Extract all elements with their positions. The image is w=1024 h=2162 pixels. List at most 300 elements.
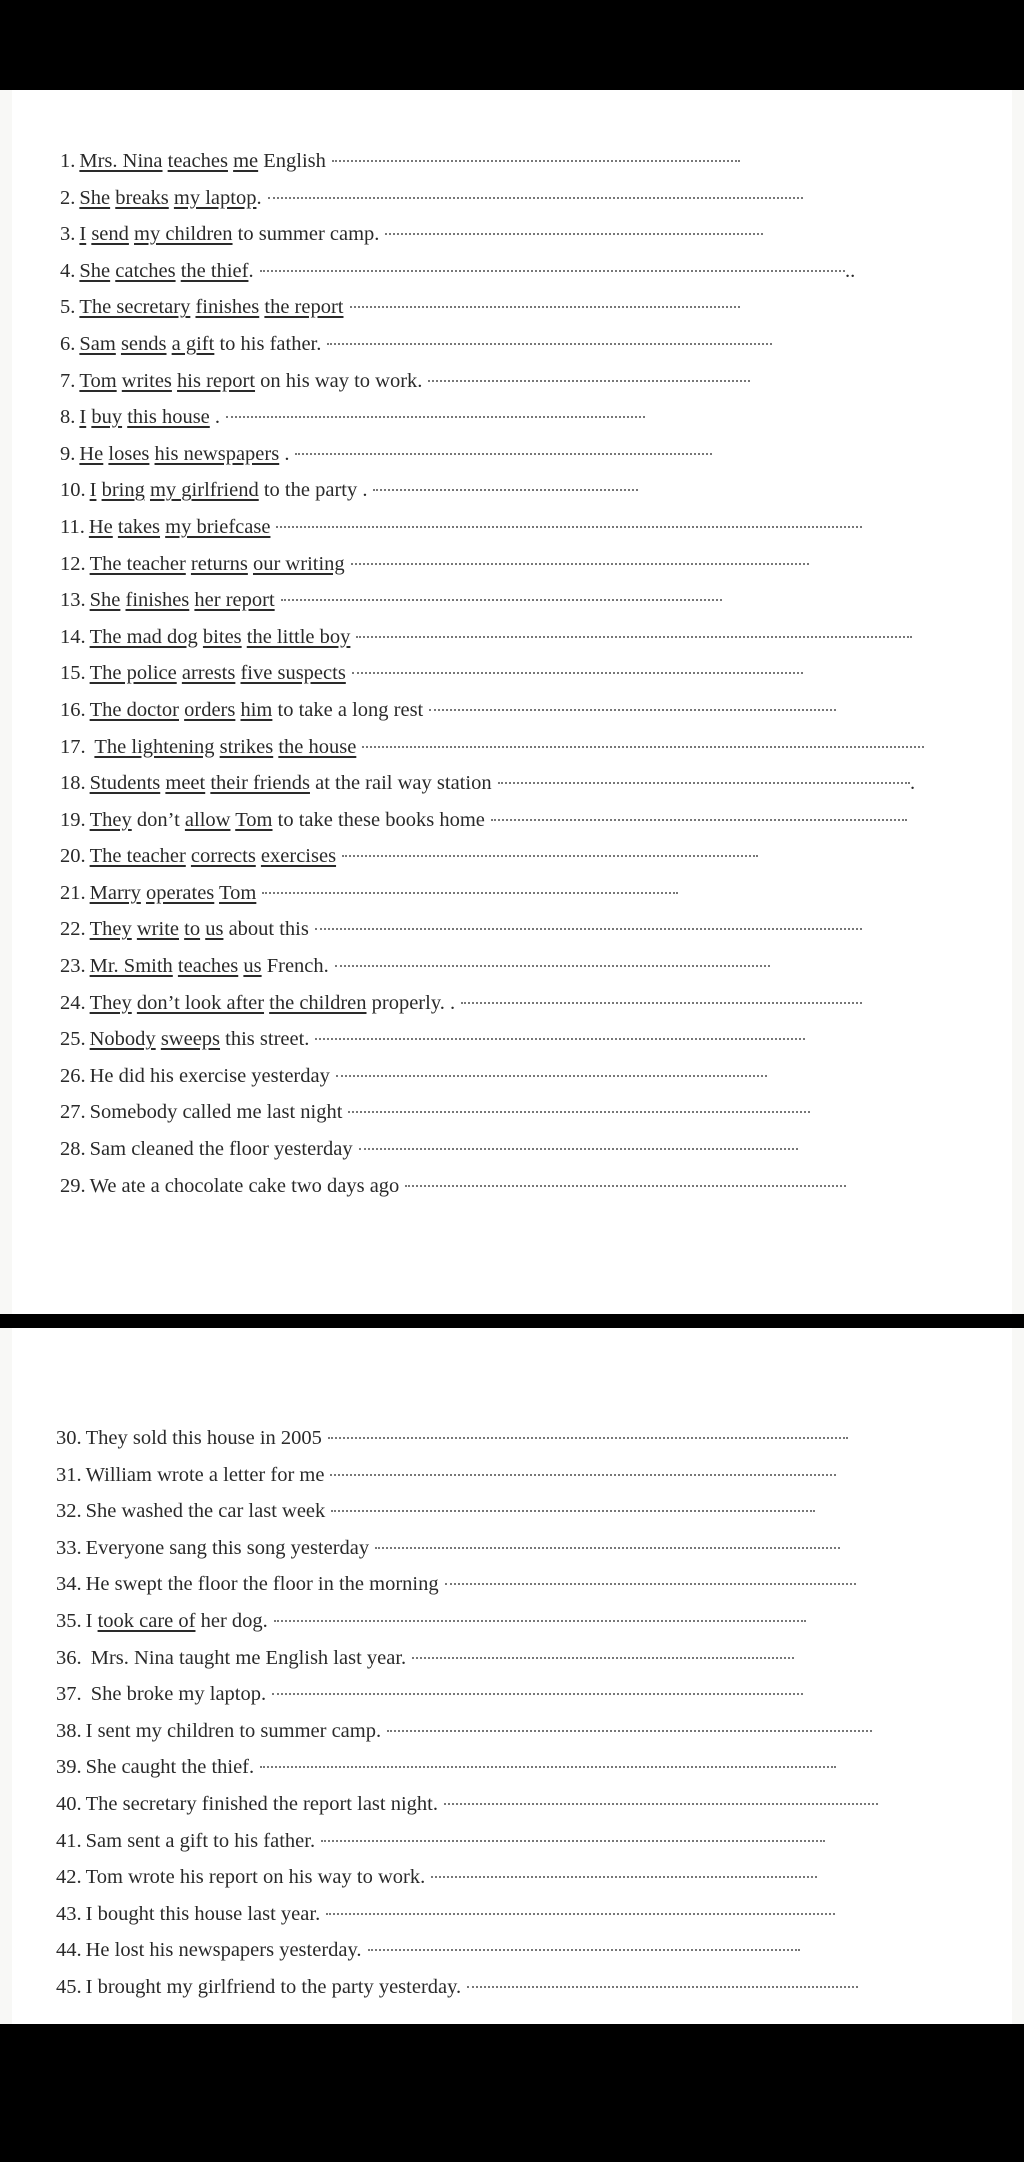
underlined-phrase: five suspects	[240, 662, 346, 685]
item-number: 31.	[56, 1463, 82, 1486]
answer-blank[interactable]	[350, 306, 741, 308]
underlined-phrase: The teacher	[89, 845, 186, 868]
exercise-item	[12, 1676, 1012, 1713]
underlined-phrase: write	[136, 918, 179, 941]
underlined-phrase: my children	[134, 223, 233, 246]
underlined-phrase: Mr. Smith	[89, 955, 173, 978]
underlined-phrase: Students	[89, 772, 161, 795]
sentence-text: to summer camp.	[232, 223, 380, 246]
underlined-phrase: Nobody	[89, 1028, 156, 1051]
exercise-item	[12, 729, 1012, 766]
exercise-item	[12, 399, 1012, 436]
exercise-item	[12, 1420, 1012, 1457]
sentence-text: Mrs. Nina taught me English last year.	[85, 1646, 407, 1669]
sentence-text: at the rail way station	[309, 772, 492, 795]
sentence-text: I brought my girlfriend to the party yesterday.	[85, 1975, 462, 1998]
item-number: 21.	[60, 881, 86, 904]
sentence-text: English	[258, 150, 326, 172]
underlined-phrase: orders	[184, 698, 236, 721]
sentence-text: She broke my laptop.	[85, 1683, 267, 1706]
underlined-phrase: They	[89, 918, 132, 941]
exercise-item	[12, 289, 1012, 326]
underlined-phrase: buy	[91, 406, 123, 429]
sentence	[90, 1138, 353, 1160]
answer-blank[interactable]	[368, 1949, 800, 1951]
item-number: 32.	[56, 1500, 82, 1523]
answer-blank[interactable]	[262, 892, 678, 894]
answer-blank[interactable]	[281, 599, 722, 601]
sentence	[86, 1720, 381, 1742]
underlined-phrase: takes	[117, 515, 161, 538]
sentence-text: about this	[223, 918, 309, 941]
underlined-phrase: catches	[115, 259, 176, 282]
sentence-text: I	[85, 1609, 98, 1632]
sentence	[90, 809, 485, 831]
sentence	[90, 1028, 310, 1050]
item-number: 17.	[60, 735, 86, 758]
exercise-list-page-2	[12, 1328, 1012, 2024]
sentence-text: He did his exercise yesterday	[89, 1064, 330, 1087]
underlined-phrase: to	[184, 918, 201, 941]
worksheet-page-1	[0, 90, 1024, 1314]
exercise-list-page-1	[12, 90, 1012, 1314]
answer-blank[interactable]	[405, 1185, 846, 1187]
sentence-text: We ate a chocolate cake two days ago	[89, 1174, 400, 1197]
underlined-phrase: him	[240, 698, 273, 721]
sentence	[79, 150, 326, 172]
underlined-phrase: my briefcase	[165, 515, 271, 538]
sentence	[90, 699, 424, 721]
exercise-item	[12, 838, 1012, 875]
item-number: 13.	[60, 589, 86, 612]
exercise-item	[12, 1749, 1012, 1786]
item-number: 7.	[60, 369, 76, 392]
underlined-phrase: strikes	[219, 735, 274, 758]
sentence-text: French.	[261, 955, 329, 978]
item-number: 8.	[60, 406, 76, 429]
exercise-item	[12, 765, 1012, 802]
answer-blank[interactable]	[373, 489, 638, 491]
underlined-phrase: The police	[89, 662, 177, 685]
item-number: 35.	[56, 1609, 82, 1632]
item-number: 29.	[60, 1174, 86, 1197]
answer-blank[interactable]	[362, 746, 924, 748]
answer-blank[interactable]	[445, 1583, 856, 1585]
underlined-phrase: I	[79, 406, 87, 429]
answer-blank[interactable]	[327, 343, 772, 345]
exercise-item	[12, 1457, 1012, 1494]
underlined-phrase: her report	[194, 589, 275, 612]
item-number: 4.	[60, 259, 76, 282]
answer-blank[interactable]	[356, 636, 912, 638]
underlined-phrase: She	[79, 259, 111, 282]
exercise-item	[12, 1094, 1012, 1131]
underlined-phrase: this house	[127, 406, 210, 429]
answer-blank[interactable]	[226, 416, 645, 418]
underlined-phrase: us	[243, 955, 262, 978]
underlined-phrase: us	[205, 918, 224, 941]
item-number: 14.	[60, 625, 86, 648]
answer-blank[interactable]	[315, 928, 862, 930]
item-number: 20.	[60, 845, 86, 868]
sentence-text: Sam cleaned the floor yesterday	[89, 1138, 353, 1161]
underlined-phrase: allow	[184, 808, 231, 831]
item-number: 43.	[56, 1902, 82, 1925]
answer-blank[interactable]	[274, 1620, 806, 1622]
sentence	[90, 992, 456, 1014]
trailing-mark: ..	[845, 259, 856, 282]
sentence-text: I bought this house last year.	[85, 1902, 321, 1925]
underlined-phrase: They	[89, 808, 132, 831]
underlined-phrase: finishes	[195, 296, 260, 319]
sentence	[79, 443, 289, 465]
item-number: 6.	[60, 332, 76, 355]
answer-blank[interactable]	[491, 819, 907, 821]
sentence	[86, 1976, 462, 1998]
sentence-text: Tom wrote his report on his way to work.	[85, 1866, 426, 1889]
underlined-phrase: Sam	[79, 332, 116, 355]
answer-blank[interactable]	[431, 1876, 817, 1878]
sentence-text: don’t	[131, 808, 185, 831]
underlined-phrase: The mad dog	[89, 625, 198, 648]
underlined-phrase: Marry	[89, 881, 141, 904]
sentence	[79, 406, 220, 428]
sentence-text: to the party .	[258, 479, 368, 502]
sentence-text: Sam sent a gift to his father.	[85, 1829, 316, 1852]
answer-blank[interactable]	[444, 1803, 878, 1805]
sentence-text: her dog.	[195, 1609, 268, 1632]
exercise-item	[12, 875, 1012, 912]
answer-blank[interactable]	[295, 453, 712, 455]
underlined-phrase: operates	[145, 881, 215, 904]
sentence-text: She washed the car last week	[85, 1500, 326, 1523]
underlined-phrase: his newspapers	[154, 442, 280, 465]
underlined-phrase: took care of	[97, 1609, 196, 1632]
answer-blank[interactable]	[385, 233, 763, 235]
sentence	[86, 1427, 322, 1449]
item-number: 45.	[56, 1975, 82, 1998]
sentence	[90, 589, 275, 611]
answer-blank[interactable]	[428, 380, 750, 382]
underlined-phrase: The lightening	[94, 735, 215, 758]
item-number: 18.	[60, 772, 86, 795]
sentence	[90, 479, 368, 501]
answer-blank[interactable]	[498, 782, 910, 784]
sentence-text: on his way to work.	[255, 369, 423, 392]
item-number: 27.	[60, 1101, 86, 1124]
item-number: 5.	[60, 296, 76, 319]
underlined-phrase: exercises	[260, 845, 337, 868]
answer-blank[interactable]	[351, 563, 809, 565]
sentence-text: I sent my children to summer camp.	[85, 1719, 382, 1742]
underlined-phrase: He	[88, 515, 113, 538]
exercise-item	[12, 1168, 1012, 1205]
sentence	[86, 1683, 267, 1705]
sentence	[79, 333, 321, 355]
answer-blank[interactable]	[412, 1657, 794, 1659]
sentence	[79, 187, 261, 209]
underlined-phrase: writes	[121, 369, 172, 392]
sentence	[86, 1903, 321, 1925]
exercise-item	[12, 1896, 1012, 1933]
sentence	[90, 662, 346, 684]
answer-blank[interactable]	[276, 526, 862, 528]
exercise-item	[12, 948, 1012, 985]
sentence	[86, 1610, 268, 1632]
answer-blank[interactable]	[315, 1038, 805, 1040]
sentence	[90, 845, 336, 867]
item-number: 44.	[56, 1939, 82, 1962]
underlined-phrase: loses	[108, 442, 150, 465]
underlined-phrase: She	[79, 186, 111, 209]
item-number: 33.	[56, 1536, 82, 1559]
exercise-item	[12, 911, 1012, 948]
item-number: 24.	[60, 991, 86, 1014]
exercise-item	[12, 509, 1012, 546]
item-number: 16.	[60, 698, 86, 721]
sentence-text: They sold this house in 2005	[85, 1427, 322, 1449]
sentence	[90, 736, 357, 758]
exercise-item	[12, 216, 1012, 253]
underlined-phrase: Mrs. Nina	[79, 150, 163, 172]
item-number: 12.	[60, 552, 86, 575]
answer-blank[interactable]	[336, 1075, 767, 1077]
underlined-phrase: the thief	[180, 259, 249, 282]
exercise-item	[12, 363, 1012, 400]
item-number: 23.	[60, 955, 86, 978]
answer-blank[interactable]	[260, 270, 845, 272]
answer-blank[interactable]	[387, 1730, 872, 1732]
sentence	[79, 296, 343, 318]
answer-blank[interactable]	[328, 1437, 848, 1439]
exercise-item	[12, 1932, 1012, 1969]
item-number: 19.	[60, 808, 86, 831]
sentence	[89, 516, 271, 538]
item-number: 40.	[56, 1792, 82, 1815]
underlined-phrase: me	[233, 150, 259, 172]
exercise-item	[12, 1823, 1012, 1860]
item-number: 25.	[60, 1028, 86, 1051]
sentence	[90, 553, 345, 575]
sentence-text: The secretary finished the report last night.	[85, 1792, 438, 1815]
sentence	[86, 1537, 370, 1559]
answer-blank[interactable]	[359, 1148, 798, 1150]
answer-blank[interactable]	[461, 1002, 862, 1004]
underlined-phrase: teaches	[167, 150, 228, 172]
exercise-item	[12, 1131, 1012, 1168]
sentence	[79, 223, 379, 245]
answer-blank[interactable]	[352, 672, 803, 674]
exercise-item	[12, 1640, 1012, 1677]
underlined-phrase: corrects	[190, 845, 256, 868]
sentence	[90, 772, 492, 794]
underlined-phrase: She	[89, 589, 121, 612]
underlined-phrase: teaches	[177, 955, 239, 978]
answer-blank[interactable]	[330, 1474, 836, 1476]
underlined-phrase: The doctor	[89, 698, 179, 721]
exercise-item	[12, 1493, 1012, 1530]
answer-blank[interactable]	[260, 1766, 836, 1768]
answer-blank[interactable]	[332, 160, 740, 162]
sentence	[90, 1175, 400, 1197]
sentence-text: to take a long rest	[272, 698, 424, 721]
exercise-item	[12, 802, 1012, 839]
sentence-text: He lost his newspapers yesterday.	[85, 1939, 362, 1962]
item-number: 30.	[56, 1427, 82, 1449]
item-number: 42.	[56, 1866, 82, 1889]
underlined-phrase: the children	[269, 991, 367, 1014]
underlined-phrase: our writing	[252, 552, 345, 575]
underlined-phrase: Tom	[219, 881, 257, 904]
answer-blank[interactable]	[331, 1510, 815, 1512]
exercise-item	[12, 1713, 1012, 1750]
answer-blank[interactable]	[375, 1547, 840, 1549]
answer-blank[interactable]	[268, 197, 803, 199]
exercise-item	[12, 1786, 1012, 1823]
exercise-item	[12, 472, 1012, 509]
underlined-phrase: arrests	[181, 662, 236, 685]
item-number: 38.	[56, 1719, 82, 1742]
sentence-text: .	[279, 442, 290, 465]
sentence-text: William wrote a letter for me	[85, 1463, 325, 1486]
underlined-phrase: his report	[177, 369, 256, 392]
sentence	[79, 260, 253, 282]
underlined-phrase: I	[89, 479, 97, 502]
item-number: 3.	[60, 223, 76, 246]
sentence-text: to his father.	[214, 332, 322, 355]
exercise-item	[12, 619, 1012, 656]
sentence-text: properly. .	[366, 991, 456, 1014]
underlined-phrase: breaks	[115, 186, 169, 209]
underlined-phrase: bring	[101, 479, 145, 502]
sentence-text: She caught the thief.	[85, 1756, 255, 1779]
sentence	[86, 1500, 326, 1522]
sentence	[86, 1939, 362, 1961]
item-number: 15.	[60, 662, 86, 685]
underlined-phrase: sweeps	[160, 1028, 221, 1051]
item-number: 11.	[60, 515, 85, 538]
item-number: 22.	[60, 918, 86, 941]
underlined-phrase: their friends	[210, 772, 310, 795]
answer-blank[interactable]	[429, 709, 836, 711]
underlined-phrase: the report	[264, 296, 344, 319]
item-number: 26.	[60, 1064, 86, 1087]
sentence-text: this street.	[220, 1028, 310, 1051]
underlined-phrase: finishes	[125, 589, 190, 612]
sentence-text: to take these books home	[272, 808, 485, 831]
underlined-phrase: Tom	[79, 369, 117, 392]
sentence	[86, 1830, 315, 1852]
underlined-phrase: the little boy	[246, 625, 351, 648]
item-number: 2.	[60, 186, 76, 209]
underlined-phrase: The teacher	[89, 552, 186, 575]
answer-blank[interactable]	[272, 1693, 803, 1695]
exercise-item	[12, 1530, 1012, 1567]
item-number: 28.	[60, 1138, 86, 1161]
item-number: 41.	[56, 1829, 82, 1852]
underlined-phrase: send	[91, 223, 129, 246]
trailing-mark: .	[910, 772, 916, 795]
sentence	[86, 1647, 407, 1669]
exercise-item	[12, 546, 1012, 583]
item-number: 10.	[60, 479, 86, 502]
exercise-item	[12, 985, 1012, 1022]
worksheet-page-2	[0, 1328, 1024, 2024]
underlined-phrase: a gift	[171, 332, 215, 355]
sentence-text: .	[209, 406, 221, 429]
exercise-item	[12, 253, 1012, 290]
sentence	[86, 1866, 426, 1888]
answer-blank[interactable]	[348, 1111, 810, 1113]
sentence-text: He swept the floor the floor in the morning	[85, 1573, 439, 1596]
exercise-item	[12, 582, 1012, 619]
underlined-phrase: I	[79, 223, 87, 246]
underlined-phrase: returns	[190, 552, 248, 575]
sentence-text: .	[248, 259, 254, 282]
underlined-phrase: don’t look after	[136, 991, 265, 1014]
answer-blank[interactable]	[335, 965, 770, 967]
sentence	[86, 1793, 438, 1815]
sentence-text: Somebody called me last night	[89, 1101, 343, 1124]
exercise-item	[12, 143, 1012, 180]
sentence	[90, 882, 257, 904]
sentence	[86, 1464, 325, 1486]
sentence	[90, 918, 309, 940]
exercise-item	[12, 1058, 1012, 1095]
item-number: 39.	[56, 1756, 82, 1779]
underlined-phrase: meet	[165, 772, 206, 795]
underlined-phrase: They	[89, 991, 132, 1014]
item-number: 9.	[60, 442, 76, 465]
underlined-phrase: bites	[202, 625, 242, 648]
underlined-phrase: the house	[278, 735, 357, 758]
item-number: 34.	[56, 1573, 82, 1596]
sentence	[86, 1573, 439, 1595]
underlined-phrase: He	[79, 442, 104, 465]
sentence	[90, 955, 329, 977]
underlined-phrase: my laptop	[173, 186, 257, 209]
exercise-item	[12, 326, 1012, 363]
answer-blank[interactable]	[326, 1913, 835, 1915]
underlined-phrase: Tom	[235, 808, 273, 831]
sentence	[79, 370, 422, 392]
underlined-phrase: sends	[120, 332, 167, 355]
sentence-text: Everyone sang this song yesterday	[85, 1536, 370, 1559]
answer-blank[interactable]	[321, 1840, 825, 1842]
exercise-item	[12, 436, 1012, 473]
sentence	[86, 1756, 255, 1778]
exercise-item	[12, 655, 1012, 692]
exercise-item	[12, 1021, 1012, 1058]
sentence	[90, 1101, 343, 1123]
exercise-item	[12, 1603, 1012, 1640]
sentence	[90, 626, 351, 648]
exercise-item	[12, 180, 1012, 217]
underlined-phrase: my girlfriend	[149, 479, 259, 502]
exercise-item	[12, 1969, 1012, 2006]
underlined-phrase: The secretary	[79, 296, 191, 319]
exercise-item	[12, 1859, 1012, 1896]
sentence	[90, 1065, 330, 1087]
exercise-item	[12, 692, 1012, 729]
item-number: 37.	[56, 1683, 82, 1706]
answer-blank[interactable]	[467, 1986, 858, 1988]
sentence-text: .	[256, 186, 262, 209]
answer-blank[interactable]	[342, 855, 758, 857]
item-number: 36.	[56, 1646, 82, 1669]
exercise-item	[12, 1566, 1012, 1603]
item-number: 1.	[60, 150, 76, 172]
